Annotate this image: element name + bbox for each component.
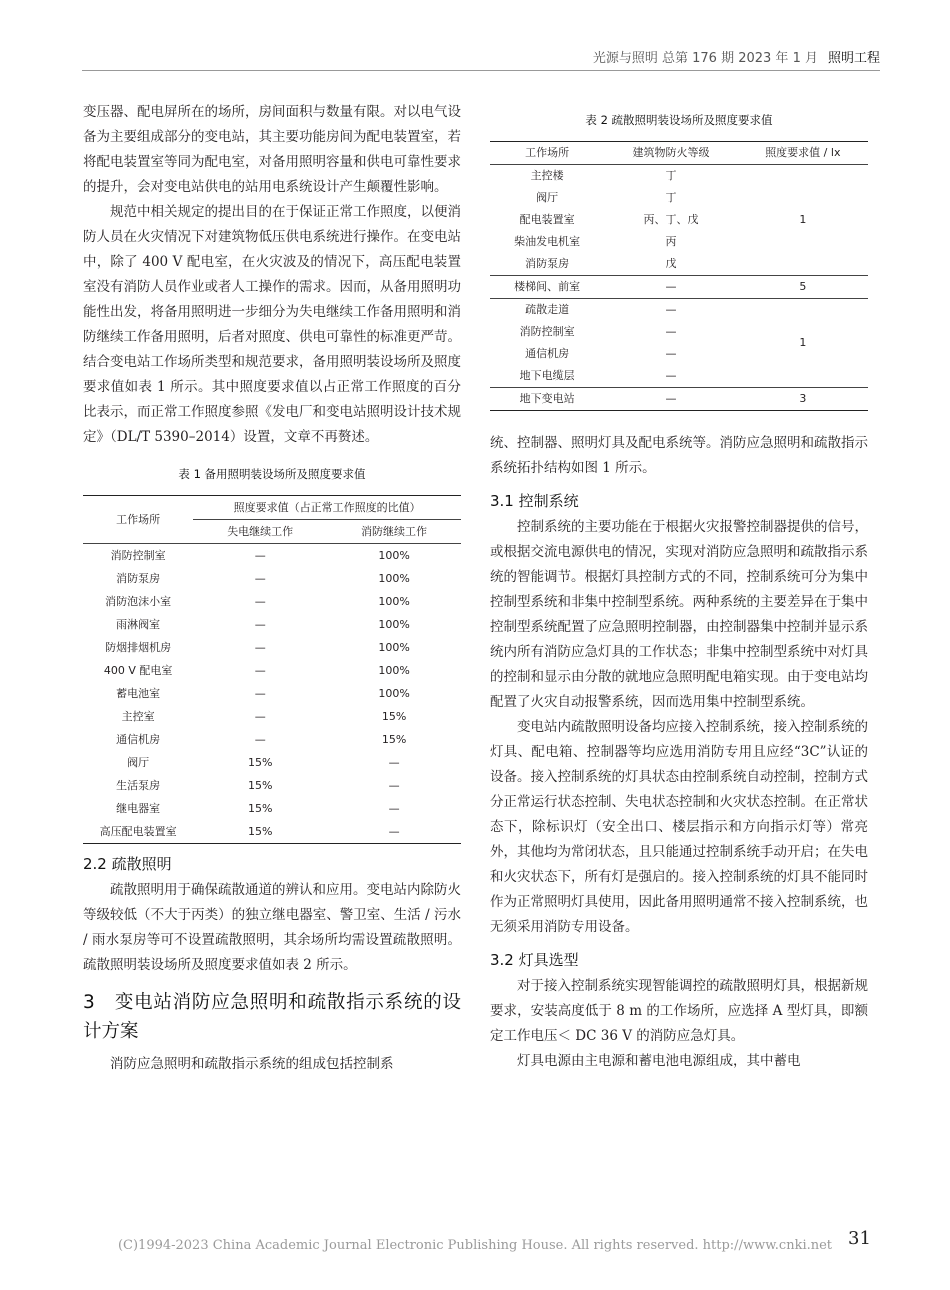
table-cell: 5 <box>738 276 868 299</box>
table1 <box>83 495 461 844</box>
table-cell: — <box>254 571 266 585</box>
table2-body <box>490 165 868 411</box>
table-cell: — <box>254 709 266 723</box>
table-row <box>83 797 461 820</box>
table-cell: 100% <box>378 571 410 585</box>
table-cell: 通信机房 <box>525 347 570 360</box>
table-cell: — <box>254 548 266 562</box>
table-cell: 柴油发电机室 <box>514 235 581 248</box>
table-cell: 地下电缆层 <box>490 365 604 388</box>
paragraph: 灯具电源由主电源和蓄电池电源组成，其中蓄电 <box>517 1053 801 1069</box>
table-cell: — <box>254 640 266 654</box>
table-cell: — <box>254 686 266 700</box>
table-row <box>490 388 868 411</box>
table-cell: 生活泵房 <box>116 778 161 792</box>
table-row <box>83 705 461 728</box>
table-cell: 100% <box>378 663 410 677</box>
table-cell: 丙、丁、戊 <box>643 213 699 226</box>
section-heading-2-2: 2.2 疏散照明 <box>83 855 172 873</box>
table-cell: 主控室 <box>121 709 155 723</box>
table-cell: — <box>665 325 677 338</box>
table-row <box>490 276 868 299</box>
section-name: 照明工程 <box>827 51 880 66</box>
table-cell: 继电器室 <box>116 801 161 815</box>
section-heading-3-1: 3.1 控制系统 <box>490 492 579 510</box>
table-cell: 阀厅 <box>127 755 150 769</box>
paragraph: 规范中相关规定的提出目的在于保证正常工作照度，以便消防人员在火灾情况下对建筑物低压供电系统进行操作。在变电站中，除了 400 V 配电室，在火灾波及的情况下，高压配电装置室没有消防人员作业或者人工操作的需求。因而，从备用照明功能性出发，将备用照明进一步细分为失电继续工作备用照明和消防继续工作备用照明，后者对照度、供电可靠性的标准更严苛。结合变电站工作场所类型和规范要求，备用照明装设场所及照度要求值如表 1 所示。其中照度要求值以占正常工作照度的百分比表示，而正常工作照度参照《发电厂和变电站照明设计技术规定》（DL/T 5390–2014）设置，文章不再赘述。 <box>83 204 461 445</box>
table-row <box>83 544 461 568</box>
table-cell: 配电装置室 <box>519 213 575 226</box>
table2 <box>490 141 868 411</box>
table2-header-place: 工作场所 <box>490 142 604 165</box>
table-cell: 消防泡沫小室 <box>105 594 172 608</box>
table-cell: — <box>254 732 266 746</box>
table-cell: 100% <box>378 617 410 631</box>
table-cell: — <box>604 365 737 388</box>
table-cell: — <box>388 755 400 769</box>
table-cell: 3 <box>799 392 807 405</box>
table-cell: — <box>665 347 677 360</box>
table-row <box>83 774 461 797</box>
table1-header-req: 照度要求值（占正常工作照度的比值） <box>193 496 461 520</box>
table-cell: 疏散走道 <box>525 303 570 316</box>
table-cell: 阀厅 <box>536 191 559 204</box>
table-row <box>83 636 461 659</box>
running-header <box>0 47 880 66</box>
table-cell: 主控楼 <box>530 169 564 182</box>
table-cell: 15% <box>247 824 273 838</box>
table-cell: — <box>388 824 400 838</box>
table-row <box>83 659 461 682</box>
table-row <box>83 751 461 774</box>
table-row <box>490 165 868 188</box>
table-cell: 消防泵房 <box>490 253 604 276</box>
journal-info: 光源与照明 总第 176 期 2023 年 1 月 <box>592 51 818 66</box>
table-cell: — <box>665 392 677 405</box>
paragraph: 疏散照明用于确保疏散通道的辨认和应用。变电站内除防火等级较低（不大于丙类）的独立继电器室、警卫室、生活 / 污水 / 雨水泵房等可不设置疏散照明，其余场所均需设置疏散照明。疏散照明装设场所及照度要求值如表 2 所示。 <box>83 882 461 973</box>
table-cell: 消防控制室 <box>519 325 575 338</box>
table-row <box>83 728 461 751</box>
table-cell: — <box>604 276 737 299</box>
table-cell: 地下变电站 <box>519 392 575 405</box>
header-rule <box>82 70 880 71</box>
table-cell: 15% <box>247 755 273 769</box>
paragraph: 统、控制器、照明灯具及配电系统等。消防应急照明和疏散指示系统拓扑结构如图 1 所示。 <box>490 435 868 476</box>
table-cell: 丁 <box>665 169 677 182</box>
paragraph: 对于接入控制系统实现智能调控的疏散照明灯具，根据新规要求，安装高度低于 8 m 的工作场所，应选择 A 型灯具，即额定工作电压＜ DC 36 V 的消防应急灯具。 <box>490 978 868 1044</box>
table-cell: 丙 <box>665 235 677 248</box>
section-heading-3: 3 变电站消防应急照明和疏散指示系统的设计方案 <box>83 992 461 1042</box>
table-row <box>83 682 461 705</box>
table-cell: 1 <box>738 165 868 276</box>
table-cell: 消防泵房 <box>116 571 161 585</box>
table2-caption: 表 2 疏散照明装设场所及照度要求值 <box>585 113 773 127</box>
right-column <box>490 108 868 1074</box>
table-cell: 15% <box>247 801 273 815</box>
table-cell: 1 <box>738 299 868 388</box>
table-cell: — <box>388 801 400 815</box>
table-cell: 楼梯间、前室 <box>490 276 604 299</box>
table-cell: 100% <box>378 548 410 562</box>
table-cell: — <box>388 778 400 792</box>
table-cell: 通信机房 <box>116 732 161 746</box>
paragraph: 消防应急照明和疏散指示系统的组成包括控制系 <box>110 1056 394 1072</box>
table1-header-a: 失电继续工作 <box>193 520 327 544</box>
paragraph: 变电站内疏散照明设备均应接入控制系统，接入控制系统的灯具、配电箱、控制器等均应选用消防专用且应经“3C”认证的设备。接入控制系统的灯具状态由控制系统自动控制，控制方式分正常运行状态控制、失电状态控制和火灾状态控制。在正常状态下，除标识灯（安全出口、楼层指示和方向指示灯等）常亮外，其他均为常闭状态，且只能通过控制系统手动开启；在失电和火灾状态下，所有灯是强启的。接入控制系统的灯具不能同时作为正常照明灯具使用，因此备用照明通常不接入控制系统，也无须采用消防专用设备。 <box>490 719 868 935</box>
table-cell: 15% <box>381 709 407 723</box>
table-cell: — <box>254 663 266 677</box>
table2-header-fire: 建筑物防火等级 <box>604 142 737 165</box>
table-cell: 15% <box>247 778 273 792</box>
table-cell: — <box>665 303 677 316</box>
page-number: 31 <box>848 1228 871 1249</box>
table-cell: 消防控制室 <box>110 548 166 562</box>
table-row <box>83 820 461 844</box>
table-cell: 100% <box>378 686 410 700</box>
table-row <box>83 613 461 636</box>
left-column <box>83 100 461 1077</box>
table-cell: — <box>254 594 266 608</box>
table1-header-b: 消防继续工作 <box>327 520 461 544</box>
table-cell: 高压配电装置室 <box>99 824 177 838</box>
table-cell: 丁 <box>665 191 677 204</box>
table1-header-place: 工作场所 <box>83 496 193 544</box>
table-cell: 防烟排烟机房 <box>105 640 172 654</box>
table-cell: 15% <box>381 732 407 746</box>
table-row <box>83 590 461 613</box>
table-row <box>83 567 461 590</box>
table2-header-lux: 照度要求值 / lx <box>738 142 868 165</box>
paragraph: 控制系统的主要功能在于根据火灾报警控制器提供的信号，或根据交流电源供电的情况，实现对消防应急照明和疏散指示系统的智能调节。根据灯具控制方式的不同，控制系统可分为集中控制型系统和非集中控制型系统。两种系统的主要差异在于集中控制型系统配置了应急照明控制器，由控制器集中控制并显示系统内所有消防应急灯具的工作状态；非集中控制型系统中对灯具的控制和显示由分散的就地应急照明配电箱实现。由于变电站均配置了火灾自动报警系统，因而选用集中控制型系统。 <box>490 519 868 710</box>
table-cell: 100% <box>378 594 410 608</box>
table-cell: — <box>254 617 266 631</box>
table-row <box>490 299 868 322</box>
table-cell: 100% <box>378 640 410 654</box>
table-cell: 戊 <box>604 253 737 276</box>
table-cell: 400 V 配电室 <box>103 663 173 677</box>
paragraph: 变压器、配电屏所在的场所，房间面积与数量有限。对以电气设备为主要组成部分的变电站，其主要功能房间为配电装置室，若将配电装置室等同为配电室，对备用照明容量和供电可靠性要求的提升，会对变电站供电的站用电系统设计产生颠覆性影响。 <box>83 104 461 195</box>
copyright-footer: (C)1994-2023 China Academic Journal Electronic Publishing House. All rights reserved. http://www.cnki.net <box>117 1238 833 1253</box>
table-cell: 雨淋阀室 <box>116 617 161 631</box>
table-cell: 蓄电池室 <box>116 686 161 700</box>
table1-caption: 表 1 备用照明装设场所及照度要求值 <box>178 467 366 481</box>
table1-body <box>83 544 461 844</box>
section-heading-3-2: 3.2 灯具选型 <box>490 951 579 969</box>
